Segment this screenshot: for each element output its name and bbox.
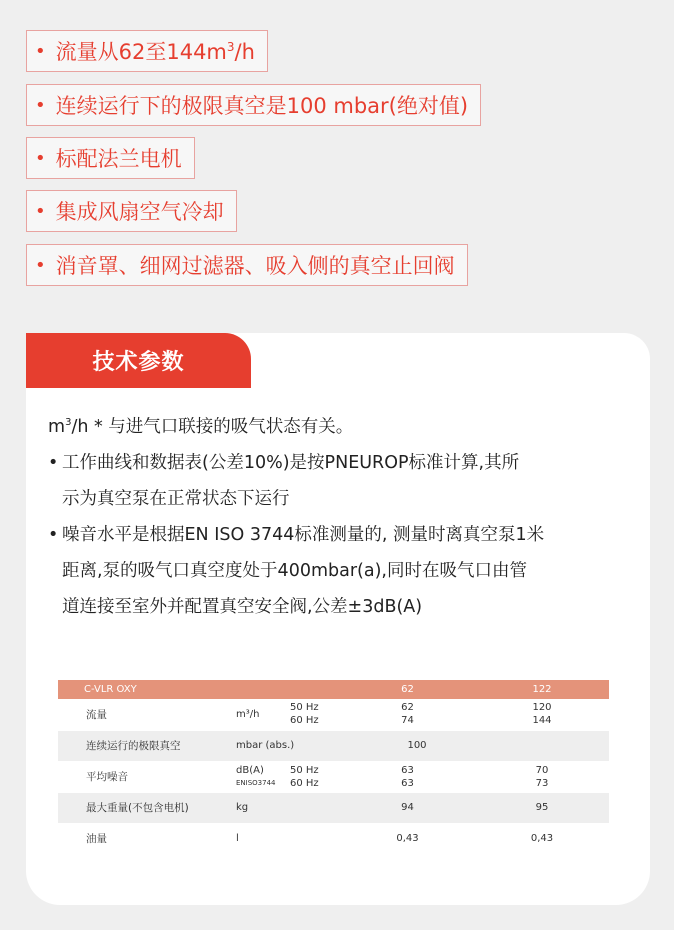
bullet: •: [48, 525, 59, 545]
value-122: 95: [475, 792, 609, 823]
bullet: •: [35, 94, 46, 116]
feature-text: 消音罩、细网过滤器、吸入侧的真空止回阀: [55, 254, 455, 278]
table-row: [58, 792, 609, 823]
unit-label: dB(A): [236, 764, 264, 776]
feature-flow-rate: [26, 30, 268, 72]
feature-text: 集成风扇空气冷却: [55, 200, 224, 224]
table-row: [58, 823, 609, 854]
note-line: 示为真空泵在正常状态下运行: [62, 489, 290, 509]
bullet: •: [35, 147, 46, 169]
feature-text: 标配法兰电机: [55, 147, 182, 171]
spec-notes: [48, 409, 618, 625]
hz-50: 50 Hz: [290, 702, 319, 714]
bullet: •: [35, 200, 46, 222]
spec-table: [58, 680, 609, 855]
hz-50: 50 Hz: [290, 764, 319, 776]
row-unit: [236, 761, 340, 792]
value-62: 63 63: [340, 761, 475, 792]
note-line: 距离,泵的吸气口真空度处于400mbar(a),同时在吸气口由管: [62, 561, 527, 581]
row-unit: l: [236, 823, 340, 854]
header-model: C-VLR OXY: [58, 680, 340, 699]
value-62: 62 74: [340, 699, 475, 730]
bullet: •: [48, 453, 59, 473]
value-62: 94: [340, 792, 475, 823]
note-line: 道连接至室外并配置真空安全阀,公差±3dB(A): [62, 597, 423, 617]
feature-fan-cooling: [26, 190, 237, 232]
unit-label: m³/h: [236, 708, 260, 720]
bullet: •: [35, 254, 46, 276]
row-label: 流量: [58, 699, 236, 730]
note-bullet-noise: [48, 517, 618, 625]
row-label: 最大重量(不包含电机): [58, 792, 236, 823]
row-label: 连续运行的极限真空: [58, 730, 236, 761]
value-122: 70 73: [475, 761, 609, 792]
note-line: 工作曲线和数据表(公差10%)是按PNEUROP标准计算,其所: [62, 453, 520, 473]
section-title: 技术参数: [26, 333, 251, 388]
value-122: 0,43: [475, 823, 609, 854]
note-line: 噪音水平是根据EN ISO 3744标准测量的, 测量时离真空泵1米: [62, 525, 545, 545]
row-label: 油量: [58, 823, 236, 854]
note-bullet-tolerance: [48, 445, 618, 517]
row-unit: mbar (abs.): [236, 730, 340, 761]
row-label: 平均噪音: [58, 761, 236, 792]
bullet: •: [35, 40, 46, 62]
feature-flange-motor: [26, 137, 195, 179]
value-62: 0,43: [340, 823, 475, 854]
table-row: [58, 699, 609, 730]
value-122: 120 144: [475, 699, 609, 730]
unit-standard: ENISO3744: [236, 778, 276, 787]
hz-60: 60 Hz: [290, 777, 319, 789]
header-col-62: 62: [340, 680, 475, 699]
table-row: [58, 730, 609, 761]
row-unit: kg: [236, 792, 340, 823]
hz-60: 60 Hz: [290, 715, 319, 727]
feature-text: 连续运行下的极限真空是100 mbar(绝对值): [55, 94, 469, 118]
note-intro: $m^3/h$ * 与进气口联接的吸气状态有关。: [48, 417, 354, 437]
feature-accessories: [26, 244, 468, 286]
header-col-122: 122: [475, 680, 609, 699]
row-unit: [236, 699, 340, 730]
table-row: [58, 761, 609, 792]
feature-text: 流量从62至$144m^3/h$: [55, 40, 255, 64]
feature-ultimate-vacuum: [26, 84, 481, 126]
value-merged: 100: [340, 730, 609, 761]
table-header-row: [58, 680, 609, 699]
